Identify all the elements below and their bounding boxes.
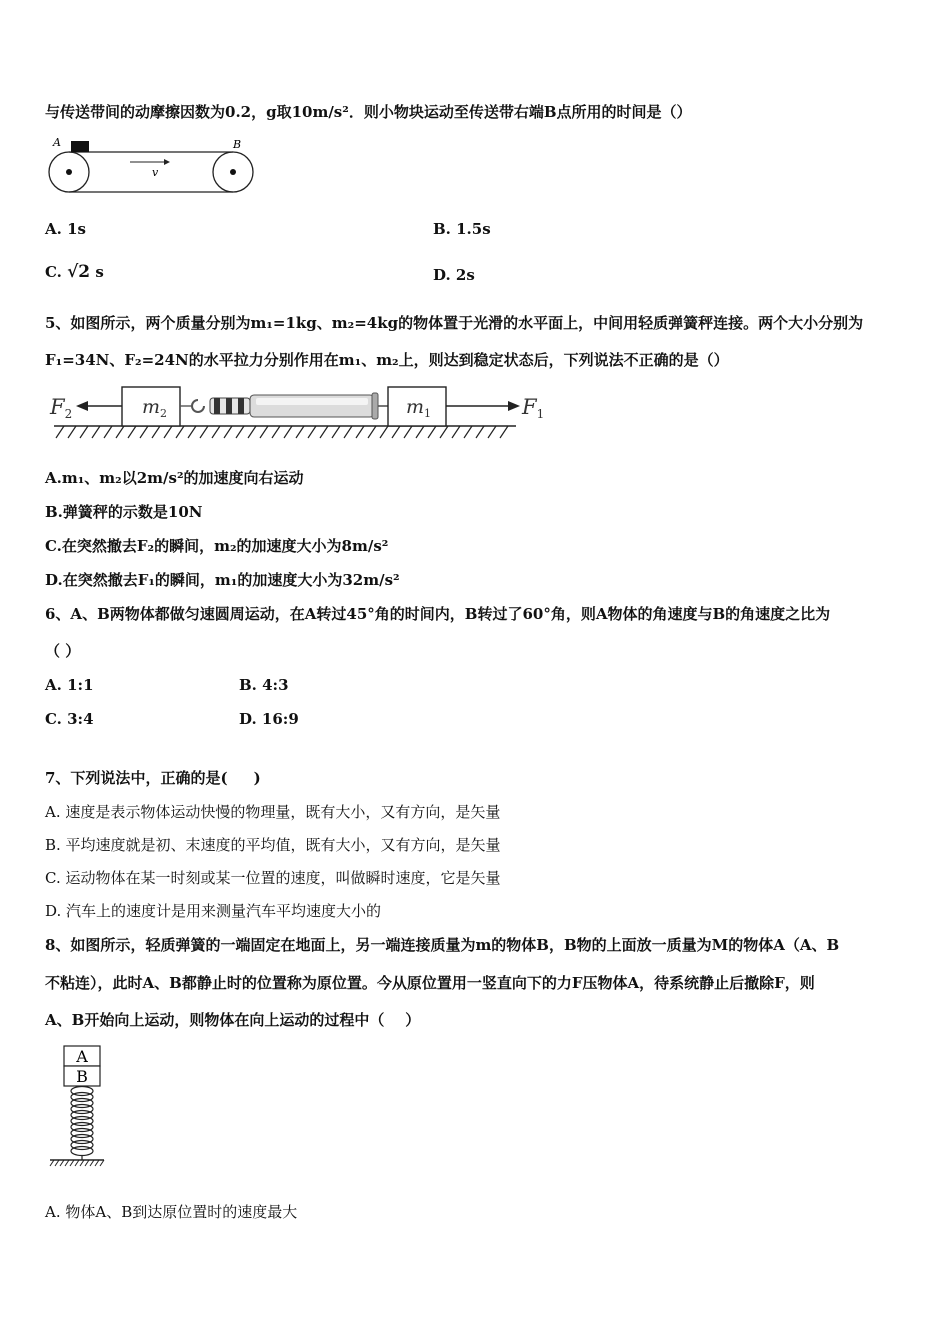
- q8-stem-line1: 8、如图所示，轻质弹簧的一端固定在地面上，另一端连接质量为m的物体B，B物的上面放一质量为M的物体A（A、B: [45, 936, 840, 954]
- q5-stem-line1: 5、如图所示，两个质量分别为m₁=1kg、m₂=4kg的物体置于光滑的水平面上，中间用轻质弹簧秤连接。两个大小分别为: [45, 314, 864, 332]
- label-f1: F1: [522, 395, 545, 421]
- label-f2: F2: [50, 395, 73, 421]
- q5-option-a[interactable]: A.m₁、m₂以2m/s²的加速度向右运动: [45, 469, 304, 487]
- label-block-a: A: [76, 1047, 88, 1066]
- q5-stem-line2: F₁=34N、F₂=24N的水平拉力分别作用在m₁、m₂上，则达到稳定状态后，下列说法不正确的是（）: [45, 351, 729, 369]
- q6-stem-line1: 6、A、B两物体都做匀速圆周运动，在A转过45°角的时间内，B转过了60°角，则A物体的角速度与B的角速度之比为: [45, 605, 831, 623]
- label-m2: $m_2$: [142, 396, 168, 420]
- q5-option-b[interactable]: B.弹簧秤的示数是10N: [45, 503, 203, 521]
- label-point-a: A: [53, 136, 61, 149]
- q4-stem: 与传送带间的动摩擦因数为0.2，g取10m/s²．则小物块运动至传送带右端B点所用的时间是（）: [45, 103, 692, 121]
- label-m1: $m_1$: [406, 396, 432, 420]
- q5-option-c[interactable]: C.在突然撤去F₂的瞬间，m₂的加速度大小为8m/s²: [45, 537, 389, 555]
- q7-option-a[interactable]: A. 速度是表示物体运动快慢的物理量，既有大小，又有方向，是矢量: [45, 803, 501, 821]
- spring-blocks-figure: [46, 1044, 108, 1170]
- q7-option-d[interactable]: D. 汽车上的速度计是用来测量汽车平均速度大小的: [45, 902, 382, 920]
- spring-coil: [71, 1087, 93, 1156]
- q7-option-b[interactable]: B. 平均速度就是初、末速度的平均值，既有大小，又有方向，是矢量: [45, 836, 501, 854]
- q4-option-c[interactable]: C. √2 s: [45, 262, 104, 282]
- q8-option-a[interactable]: A. 物体A、B到达原位置时的速度最大: [45, 1203, 298, 1221]
- q6-option-b[interactable]: B. 4:3: [239, 676, 289, 694]
- label-point-b: B: [233, 138, 242, 151]
- q6-option-a[interactable]: A. 1:1: [45, 676, 94, 694]
- sqrt-two: √2: [67, 262, 91, 282]
- q4-option-b[interactable]: B. 1.5s: [433, 220, 491, 238]
- label-block-b: B: [76, 1067, 88, 1086]
- q7-stem: 7、下列说法中，正确的是( ): [45, 769, 261, 787]
- q6-stem-line2: （ ）: [45, 642, 81, 660]
- q4-option-d[interactable]: D. 2s: [433, 266, 475, 284]
- label-velocity: v: [152, 166, 159, 179]
- q5-option-d[interactable]: D.在突然撤去F₁的瞬间，m₁的加速度大小为32m/s²: [45, 571, 400, 589]
- q7-option-c[interactable]: C. 运动物体在某一时刻或某一位置的速度，叫做瞬时速度，它是矢量: [45, 869, 501, 887]
- q8-stem-line3: A、B开始向上运动，则物体在向上运动的过程中（ ）: [45, 1011, 421, 1029]
- spring-scale-figure: [46, 384, 546, 444]
- q4-option-a[interactable]: A. 1s: [45, 220, 86, 238]
- q6-option-d[interactable]: D. 16:9: [239, 710, 299, 728]
- block-on-belt: [71, 141, 89, 152]
- conveyor-belt-figure: [46, 134, 258, 198]
- q8-stem-line2: 不粘连），此时A、B都静止时的位置称为原位置。今从原位置用一竖直向下的力F压物体A，待系统静止后撤除F，则: [45, 974, 815, 992]
- q6-option-c[interactable]: C. 3:4: [45, 710, 94, 728]
